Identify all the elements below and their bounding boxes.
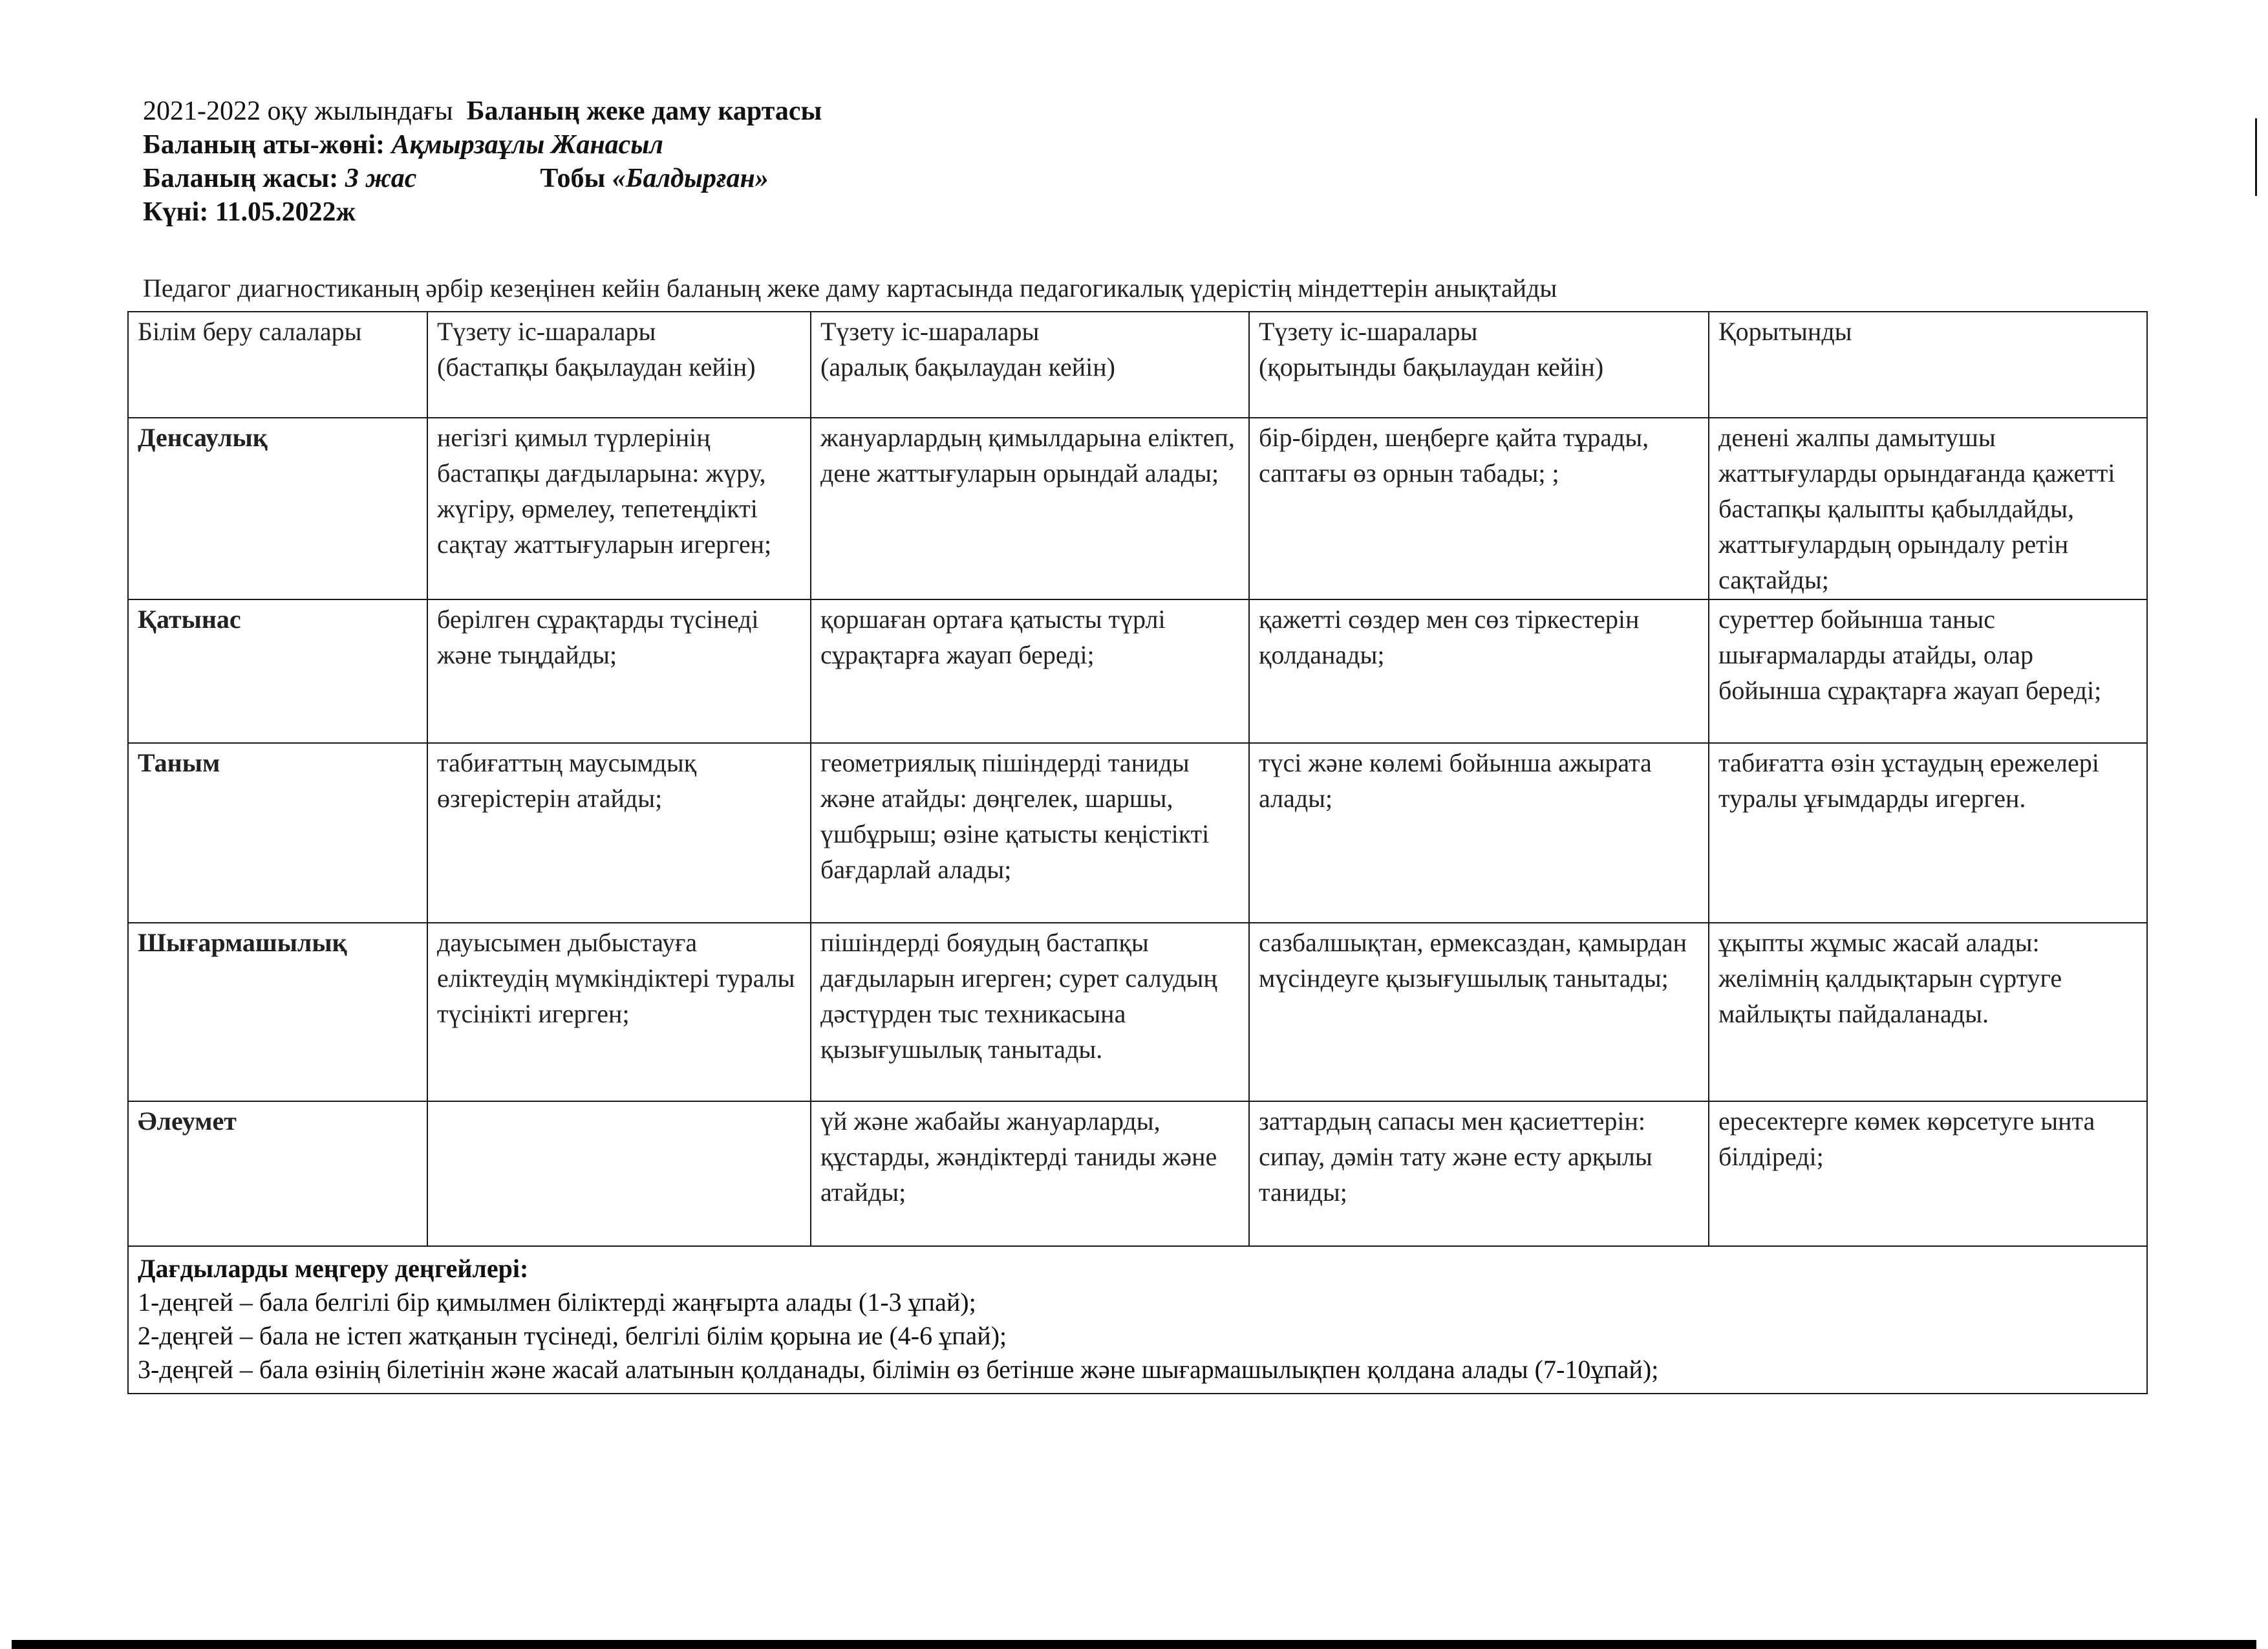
skill-levels-row (128, 1246, 2147, 1394)
date-line (143, 195, 356, 229)
child-age-label: Баланың жасы: (143, 164, 339, 193)
area-cell: Қатынас (128, 599, 427, 743)
intro-text: Педагог диагностиканың әрбір кезеңінен кейін баланың жеке даму картасында педагогикалық үдерістің міндеттерін анықтайды (143, 274, 1557, 303)
area-cell: Таным (128, 743, 427, 923)
scan-artifact-line (2255, 118, 2257, 196)
initial-cell: табиғаттың маусымдық өзгерістерін атайды; (427, 743, 811, 923)
table-row (128, 418, 2147, 599)
group-value: «Балдырған» (612, 164, 769, 193)
intermediate-cell: жануарлардың қимылдарына еліктеп, дене жаттығуларын орындай алады; (811, 418, 1249, 599)
skill-levels-title: Дағдыларды меңгеру деңгейлері: (138, 1254, 529, 1283)
skill-level-item: 3-деңгей – бала өзінің білетінін және жасай алатынын қолданады, білімін өз бетінше және шығармашылықпен қолдана алады (7-10ұпай); (138, 1355, 1659, 1384)
child-age-value: 3 жас (345, 164, 417, 193)
table-row (128, 599, 2147, 743)
conclusion-cell: суреттер бойынша таныс шығармаларды атайды, олар бойынша сұрақтарға жауап береді; (1709, 599, 2147, 743)
final-cell: заттардың сапасы мен қасиеттерін: сипау, дәмін тату және есту арқылы таниды; (1249, 1101, 1709, 1246)
final-cell: түсі және көлемі бойынша ажырата алады; (1249, 743, 1709, 923)
table-header-row (128, 312, 2147, 418)
column-header-intermediate: Түзету іс-шаралары (аралық бақылаудан кейін) (811, 312, 1249, 418)
final-cell: қажетті сөздер мен сөз тіркестерін қолданады; (1249, 599, 1709, 743)
column-header-initial: Түзету іс-шаралары (бастапқы бақылаудан кейін) (427, 312, 811, 418)
date-label: Күні: (143, 197, 209, 227)
intermediate-cell: қоршаған ортаға қатысты түрлі сұрақтарға жауап береді; (811, 599, 1249, 743)
intermediate-cell: пішіндерді бояудың бастапқы дағдыларын игерген; сурет салудың дәстүрден тыс техникасына қызығушылық танытады. (811, 923, 1249, 1101)
area-cell: Денсаулық (128, 418, 427, 599)
header-title-line (143, 94, 822, 128)
group-label: Тобы (540, 164, 606, 193)
date-value: 11.05.2022ж (215, 197, 356, 227)
conclusion-cell: денені жалпы дамытушы жаттығуларды орындағанда қажетті бастапқы қалыпты қабылдайды, жаттығулардың орындалу ретін сақтайды; (1709, 418, 2147, 599)
table-row (128, 923, 2147, 1101)
final-cell: бір-бірден, шеңберге қайта тұрады, саптағы өз орнын табады; ; (1249, 418, 1709, 599)
academic-year: 2021-2022 оқу жылындағы (143, 96, 453, 126)
initial-cell: дауысымен дыбыстауға еліктеудің мүмкіндіктері туралы түсінікті игерген; (427, 923, 811, 1101)
conclusion-cell: табиғатта өзін ұстаудың ережелері туралы ұғымдарды игерген. (1709, 743, 2147, 923)
initial-cell: негізгі қимыл түрлерінің бастапқы дағдыларына: жүру, жүгіру, өрмелеу, тепетеңдікті сақтау жаттығуларын игерген; (427, 418, 811, 599)
conclusion-cell: ересектерге көмек көрсетуге ынта білдіреді; (1709, 1101, 2147, 1246)
child-name-line (143, 128, 663, 162)
skill-level-item: 2-деңгей – бала не істеп жатқанын түсінеді, белгілі білім қорына ие (4-6 ұпай); (138, 1321, 1007, 1350)
column-header-area: Білім беру салалары (128, 312, 427, 418)
scan-bottom-edge (12, 1640, 2256, 1649)
table-row (128, 743, 2147, 923)
initial-cell (427, 1101, 811, 1246)
intermediate-cell: үй және жабайы жануарларды, құстарды, жәндіктерді таниды және атайды; (811, 1101, 1249, 1246)
child-name-value: Ақмырзаұлы Жанасыл (391, 130, 663, 160)
skill-level-item: 1-деңгей – бала белгілі бір қимылмен біліктерді жаңғырта алады (1-3 ұпай); (138, 1288, 976, 1317)
age-group-line (143, 162, 769, 195)
document-title: Баланың жеке даму картасы (466, 96, 822, 126)
conclusion-cell: ұқыпты жұмыс жасай алады: желімнің қалдықтарын сүртуге майлықты пайдаланады. (1709, 923, 2147, 1101)
table-row (128, 1101, 2147, 1246)
final-cell: сазбалшықтан, ермексаздан, қамырдан мүсіндеуге қызығушылық танытады; (1249, 923, 1709, 1101)
column-header-final: Түзету іс-шаралары (қорытынды бақылаудан кейін) (1249, 312, 1709, 418)
area-cell: Шығармашылық (128, 923, 427, 1101)
initial-cell: берілген сұрақтарды түсінеді және тыңдайды; (427, 599, 811, 743)
column-header-conclusion: Қорытынды (1709, 312, 2147, 418)
child-name-label: Баланың аты-жөні: (143, 130, 385, 160)
intermediate-cell: геометриялық пішіндерді таниды және атайды: дөңгелек, шаршы, үшбұрыш; өзіне қатысты кеңістікті бағдарлай алады; (811, 743, 1249, 923)
area-cell: Әлеумет (128, 1101, 427, 1246)
development-card-table (127, 311, 2148, 1394)
skill-levels-cell (128, 1246, 2147, 1394)
